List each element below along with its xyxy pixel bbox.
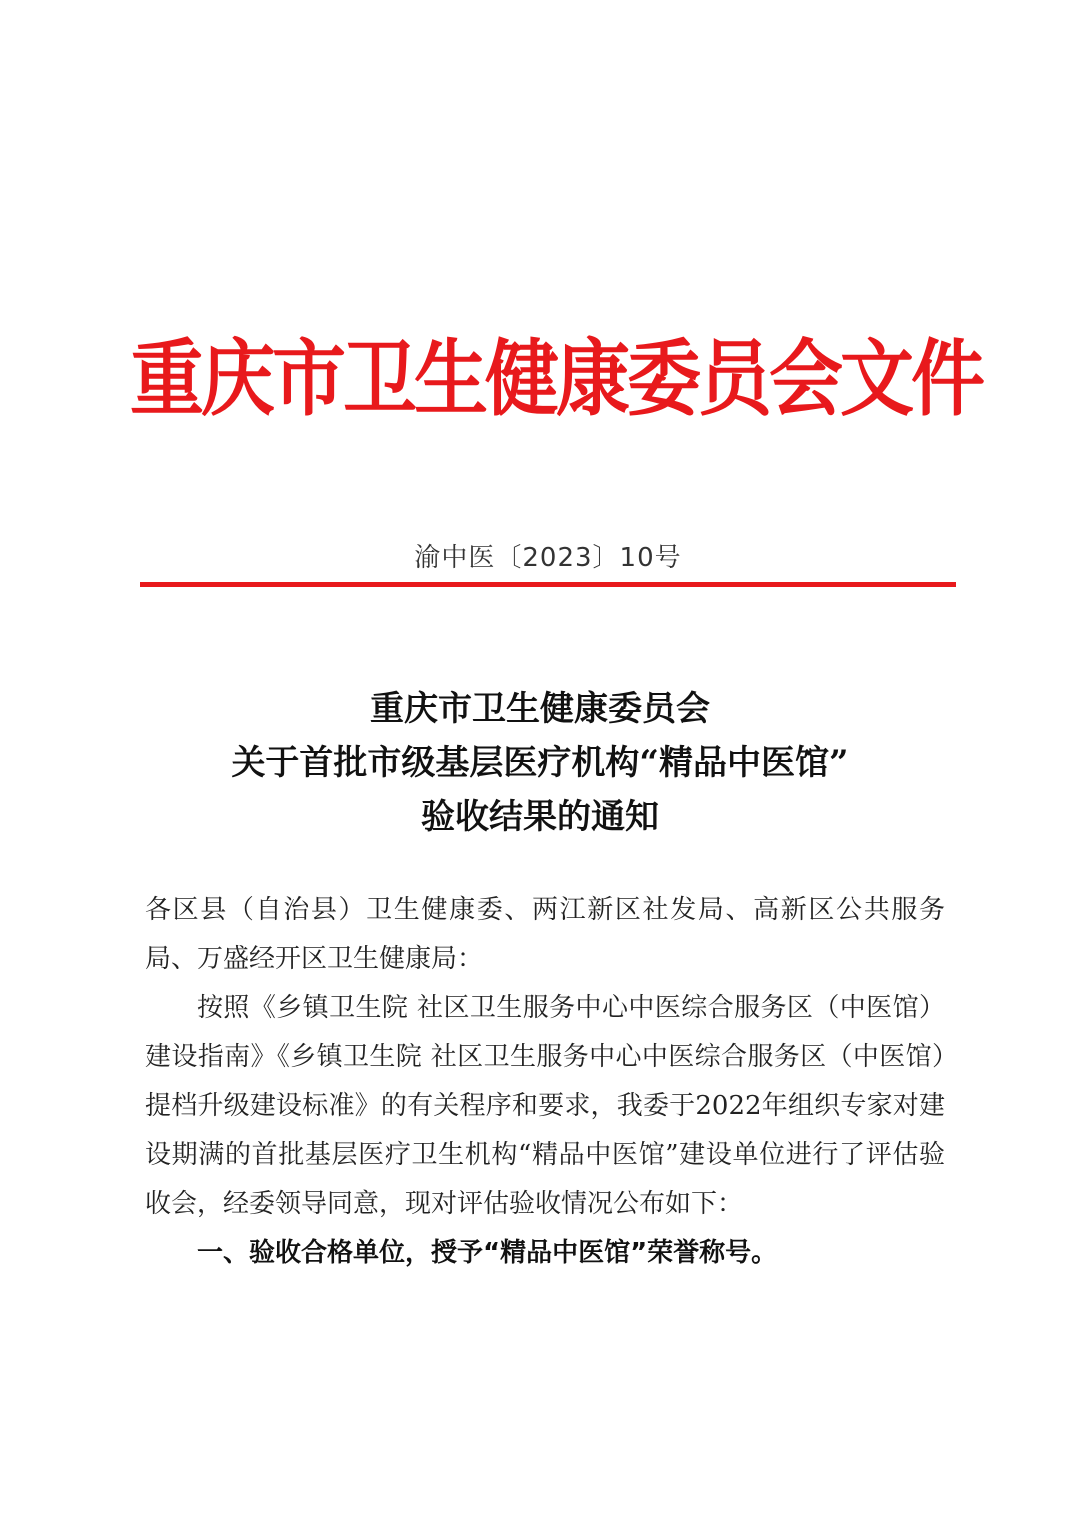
- notice-title-line-2: 关于首批市级基层医疗机构“精品中医馆”: [231, 743, 849, 783]
- document-number: 渝中医〔2023〕10号: [414, 543, 682, 573]
- issuer-masthead: 重庆市卫生健康委员会文件: [130, 331, 982, 428]
- section-heading-1: 一、验收合格单位，授予“精品中医馆”荣誉称号。: [197, 1238, 778, 1268]
- notice-title-line-3: 验收结果的通知: [421, 797, 659, 837]
- salutation: 各区县（自治县）卫生健康委、两江新区社发局、高新区公共服务局、万盛经开区卫生健康局：: [145, 895, 945, 974]
- body-paragraph-1: 按照《乡镇卫生院 社区卫生服务中心中医综合服务区（中医馆）建设指南》《乡镇卫生院 社区卫生服务中心中医综合服务区（中医馆）提档升级建设标准》的有关程序和要求，我委于2022年组织专家对建设期满的首批基层医疗卫生机构“精品中医馆”建设单位进行了评估验收会，经委领导同意，现对评估验收情况公布如下：: [145, 993, 945, 1219]
- notice-title-line-1: 重庆市卫生健康委员会: [370, 689, 710, 729]
- red-divider-line: [140, 582, 956, 587]
- notice-title: [100, 682, 980, 844]
- notice-body: [145, 886, 945, 1278]
